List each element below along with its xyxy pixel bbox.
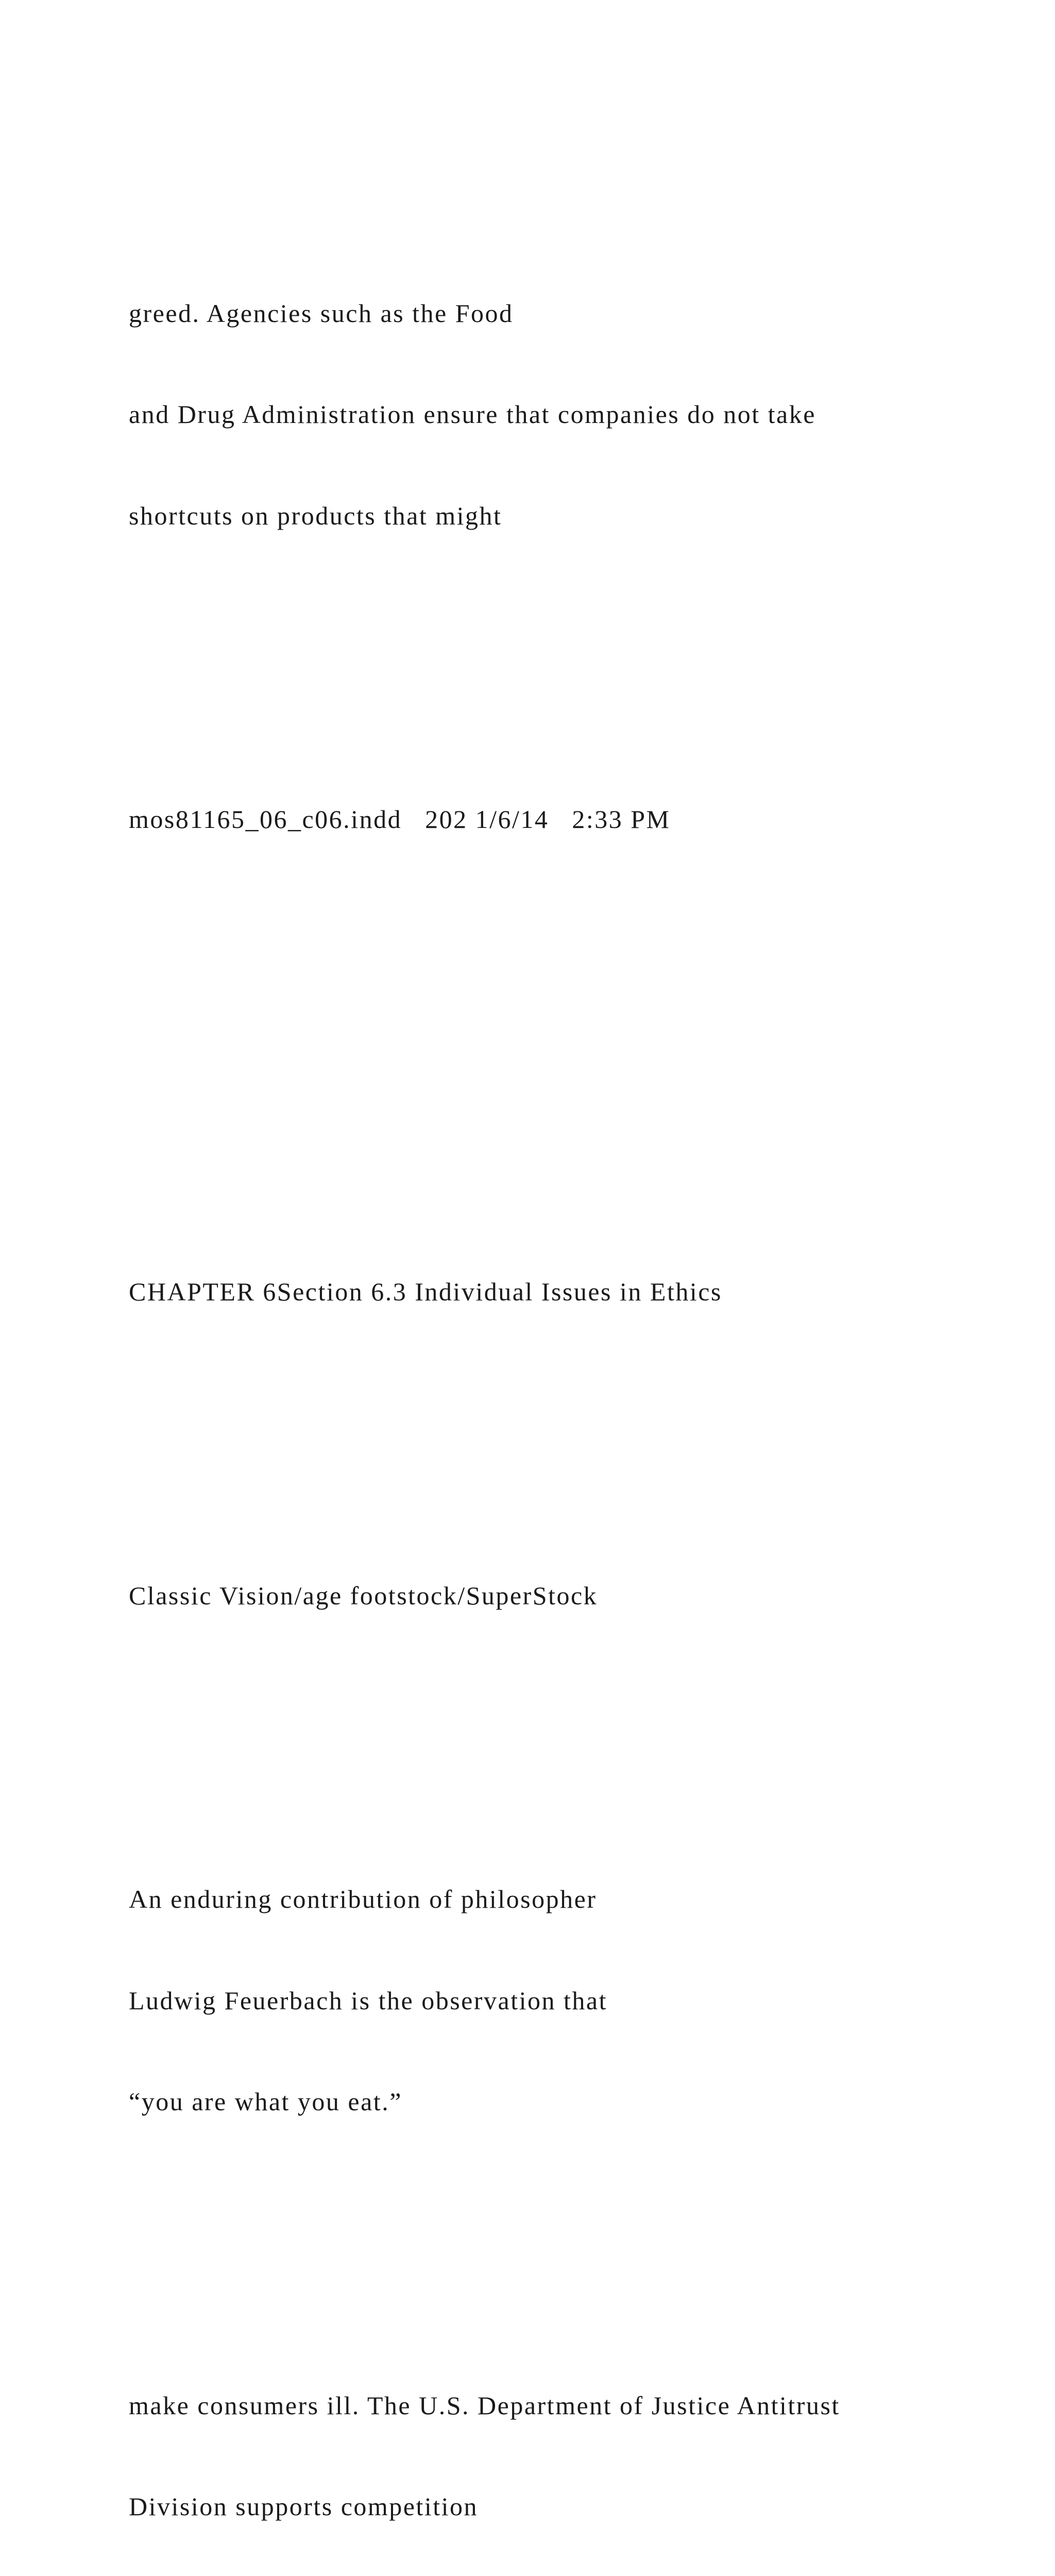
text-line: make consumers ill. The U.S. Department of Justice Antitrust [129,2389,1005,2423]
caption-line: Ludwig Feuerbach is the observation that [129,1984,1005,2018]
image-credit [129,1512,1005,1681]
chapter-heading [129,1208,1005,1377]
text-line: and Drug Administration ensure that companies do not take [129,398,1005,432]
caption-line: “you are what you eat.” [129,2085,1005,2119]
footer-line: mos81165_06_c06.indd 202 1/6/14 2:33 PM [129,803,1005,837]
document-text [129,128,1005,2576]
page-footer [129,735,1005,904]
chapter-title: CHAPTER 6Section 6.3 Individual Issues in Ethics [129,1275,1005,1309]
caption-line: An enduring contribution of philosopher [129,1883,1005,1917]
text-line: Division supports competition [129,2490,1005,2524]
image-caption [129,1815,1005,2187]
page-break-gap [129,1005,1005,1107]
text-line: shortcuts on products that might [129,499,1005,533]
paragraph-antitrust [129,2321,1005,2576]
paragraph-greed [129,229,1005,601]
text-line: greed. Agencies such as the Food [129,297,1005,331]
credit-line: Classic Vision/age footstock/SuperStock [129,1579,1005,1613]
